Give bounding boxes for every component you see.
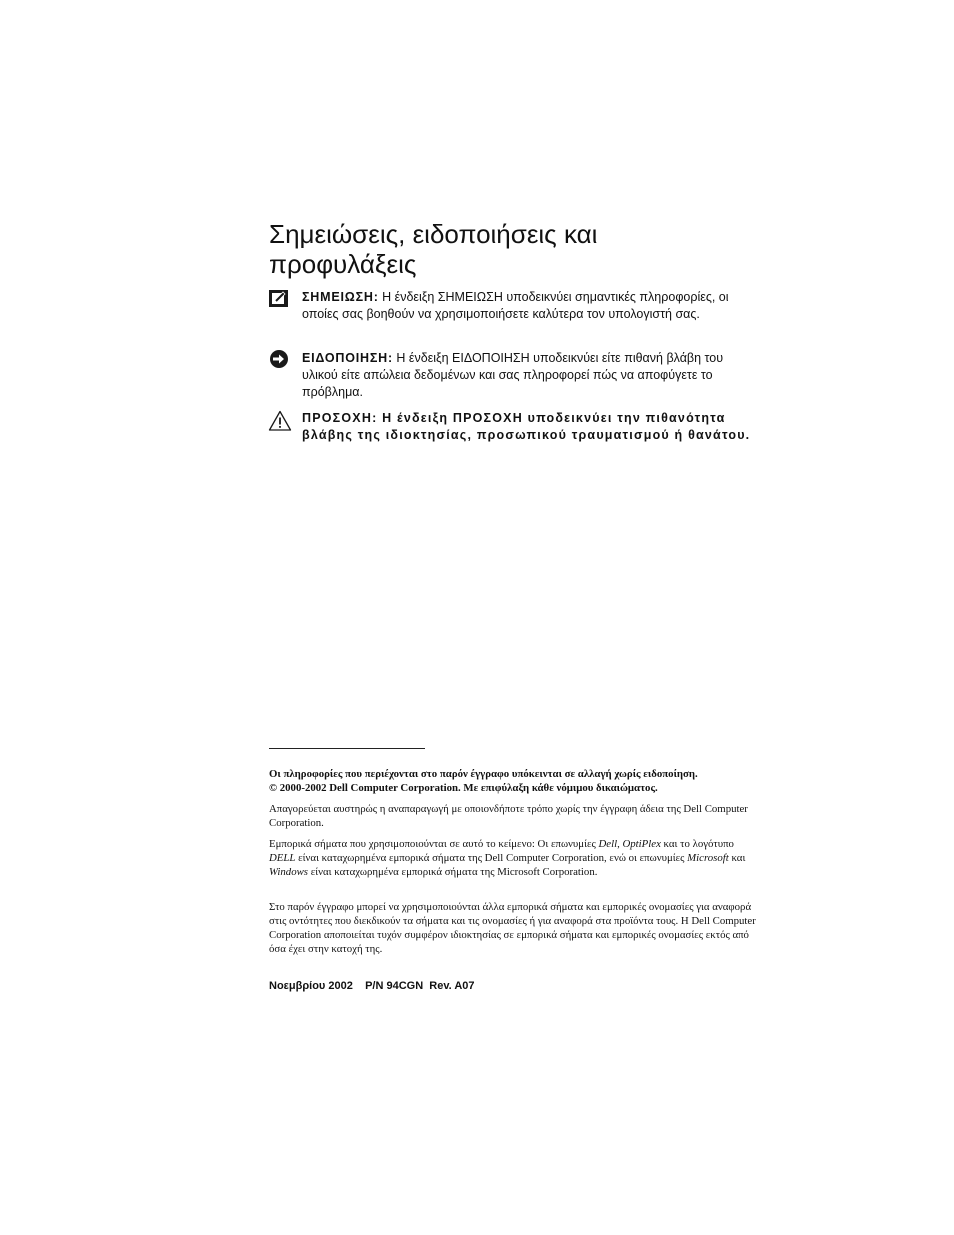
trademark-sep: , bbox=[617, 838, 623, 850]
page-title-line-2: προφυλάξεις bbox=[269, 249, 417, 279]
notice-text bbox=[302, 350, 754, 401]
footer-revision: Rev. A07 bbox=[429, 980, 475, 992]
note-text bbox=[302, 289, 754, 323]
trademark-microsoft: Microsoft bbox=[687, 852, 729, 864]
note-label: ΣΗΜΕΙΩΣΗ: bbox=[302, 290, 379, 304]
legal-reproduction: Απαγορεύεται αυστηρώς η αναπαραγωγή με οποιονδήποτε τρόπο χωρίς την έγγραφη άδεια της Dell Computer Corporation. bbox=[269, 803, 748, 829]
legal-trademarks bbox=[269, 837, 761, 879]
legal-bold-notice bbox=[269, 767, 761, 795]
trademark-text: και το λογότυπο bbox=[660, 838, 734, 850]
trademark-dell-logo: DELL bbox=[269, 852, 296, 864]
trademark-text: είναι καταχωρημένα εμπορικά σήματα της Microsoft Corporation. bbox=[308, 866, 598, 878]
trademark-text: είναι καταχωρημένα εμπορικά σήματα της Dell Computer Corporation, ενώ οι επωνυμίες bbox=[295, 852, 688, 864]
notice-body: Η ένδειξη ΕΙΔΟΠΟΙΗΣΗ υποδεικνύει είτε πιθανή βλάβη του υλικού είτε απώλεια δεδομένων και σας πληροφορεί πώς να αποφύγετε το πρόβλημα. bbox=[302, 351, 724, 399]
legal-change-notice: Οι πληροφορίες που περιέχονται στο παρόν έγγραφο υπόκεινται σε αλλαγή χωρίς ειδοποίηση. bbox=[269, 768, 698, 780]
page-title bbox=[269, 219, 789, 279]
caution-triangle-icon bbox=[268, 410, 290, 430]
caution-text: ΠΡΟΣΟΧΗ: Η ένδειξη ΠΡΟΣΟΧΗ υποδεικνύει την πιθανότητα βλάβης της ιδιοκτησίας, προσωπικού τραυματισμού ή θανάτου. bbox=[302, 411, 751, 442]
trademark-dell: Dell bbox=[598, 838, 618, 850]
note-pencil-icon bbox=[268, 289, 290, 309]
trademark-optiplex: OptiPlex bbox=[622, 838, 661, 850]
page-title-line-1: Σημειώσεις, ειδοποιήσεις και bbox=[269, 219, 598, 249]
legal-copyright: © 2000-2002 Dell Computer Corporation. Με επιφύλαξη κάθε νόμιμου δικαιώματος. bbox=[269, 782, 658, 794]
note-body: Η ένδειξη ΣΗΜΕΙΩΣΗ υποδεικνύει σημαντικές πληροφορίες, οι οποίες σας βοηθούν να χρησιμοποιήσετε καλύτερα τον υπολογιστή σας. bbox=[302, 290, 729, 321]
footnote-divider bbox=[269, 748, 425, 749]
trademark-text: και bbox=[728, 852, 746, 864]
document-footer bbox=[269, 980, 475, 992]
footer-date: Νοεμβρίου 2002 bbox=[269, 980, 353, 992]
notice-arrow-icon bbox=[268, 350, 290, 370]
trademark-text: Εμπορικά σήματα που χρησιμοποιούνται σε αυτό το κείμενο: Οι επωνυμίες bbox=[269, 838, 599, 850]
notice-label: ΕΙΔΟΠΟΙΗΣΗ: bbox=[302, 351, 393, 365]
trademark-windows: Windows bbox=[269, 866, 308, 878]
legal-other-trademarks: Στο παρόν έγγραφο μπορεί να χρησιμοποιούνται άλλα εμπορικά σήματα και εμπορικές ονομασίες για αναφορά στις οντότητες που διεκδικούν τα σήματα και τις ονομασίες ή για αναφορά στα προϊόντα τους. Η Dell Computer Corporation αποποιείται τυχόν συμφέρον ιδιοκτησίας σε εμπορικά σήματα και εμπορικές ονομασίες εκτός από όσα έχει στην κατοχή της. bbox=[269, 901, 756, 955]
footer-part-number: P/N 94CGN bbox=[365, 980, 424, 992]
